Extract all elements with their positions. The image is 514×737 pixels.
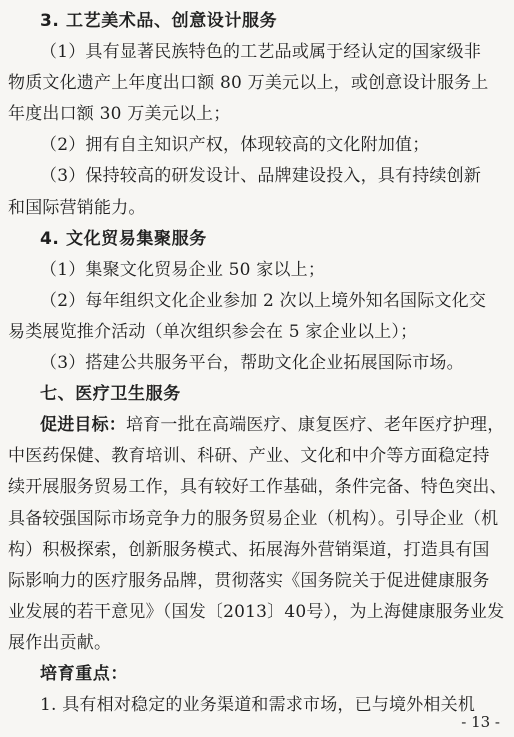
page-number: - 13 - bbox=[461, 713, 500, 731]
text-line bbox=[8, 566, 504, 597]
text-line bbox=[8, 317, 504, 348]
text-line bbox=[8, 628, 504, 659]
text-line bbox=[8, 597, 504, 628]
document-body bbox=[8, 6, 507, 721]
text-line bbox=[8, 690, 504, 721]
line-text: 业发展的若干意见》（国发〔2013〕40号），为上海健康服务业发 bbox=[8, 601, 505, 622]
line-text: 构）积极探索，创新服务模式、拓展海外营销渠道，打造具有国 bbox=[8, 539, 490, 560]
text-line bbox=[8, 37, 504, 68]
section-heading bbox=[8, 659, 504, 690]
line-text: 3. 工艺美术品、创意设计服务 bbox=[40, 11, 278, 31]
line-text: 和国际营销能力。 bbox=[8, 197, 146, 218]
text-line bbox=[8, 68, 504, 99]
line-text: 培育重点： bbox=[40, 663, 128, 684]
text-line bbox=[8, 193, 504, 224]
text-line bbox=[8, 410, 504, 441]
line-text: （1）具有显著民族特色的工艺品或属于经认定的国家级非 bbox=[40, 42, 482, 63]
text-line bbox=[8, 130, 504, 161]
line-text: 中医药保健、教育培训、科研、产业、文化和中介等方面稳定持 bbox=[8, 446, 490, 467]
lead-label: 促进目标： bbox=[40, 415, 126, 436]
line-text: 易类展览推介活动（单次组织参会在 5 家企业以上）； bbox=[8, 321, 418, 342]
text-line bbox=[8, 441, 504, 472]
text-line bbox=[8, 348, 504, 379]
line-text: （1）集聚文化贸易企业 50 家以上； bbox=[40, 259, 326, 280]
section-heading bbox=[8, 224, 504, 255]
line-text: 物质文化遗产上年度出口额 80 万美元以上，或创意设计服务上 bbox=[8, 73, 489, 94]
line-text: （3）保持较高的研发设计、品牌建设投入，具有持续创新 bbox=[40, 166, 482, 187]
line-text: 具备较强国际市场竞争力的服务贸易企业（机构）。引导企业（机 bbox=[8, 508, 499, 529]
line-text: 续开展服务贸易工作，具有较好工作基础，条件完备、特色突出、 bbox=[8, 477, 507, 498]
line-text: （2）每年组织文化企业参加 2 次以上境外知名国际文化交 bbox=[40, 290, 487, 311]
line-text: 展作出贡献。 bbox=[8, 632, 112, 653]
text-line bbox=[8, 161, 504, 192]
line-text: 年度出口额 30 万美元以上； bbox=[8, 104, 231, 125]
text-line bbox=[8, 504, 504, 535]
line-text: （3）搭建公共服务平台，帮助文化企业拓展国际市场。 bbox=[40, 353, 464, 374]
line-text: 培育一批在高端医疗、康复医疗、老年医疗护理， bbox=[126, 415, 505, 436]
text-line bbox=[8, 255, 504, 286]
text-line bbox=[8, 286, 504, 317]
line-text: 1. 具有相对稳定的业务渠道和需求市场，已与境外相关机 bbox=[40, 695, 476, 716]
section-heading bbox=[8, 6, 504, 37]
section-heading bbox=[8, 379, 504, 410]
text-line bbox=[8, 535, 504, 566]
text-line bbox=[8, 472, 507, 503]
text-line bbox=[8, 99, 504, 130]
line-text: 际影响力的医疗服务品牌，贯彻落实《国务院关于促进健康服务 bbox=[8, 570, 490, 591]
line-text: 4. 文化贸易集聚服务 bbox=[40, 228, 207, 249]
line-text: （2）拥有自主知识产权，体现较高的文化附加值； bbox=[40, 135, 430, 156]
line-text: 七、医疗卫生服务 bbox=[40, 384, 181, 405]
